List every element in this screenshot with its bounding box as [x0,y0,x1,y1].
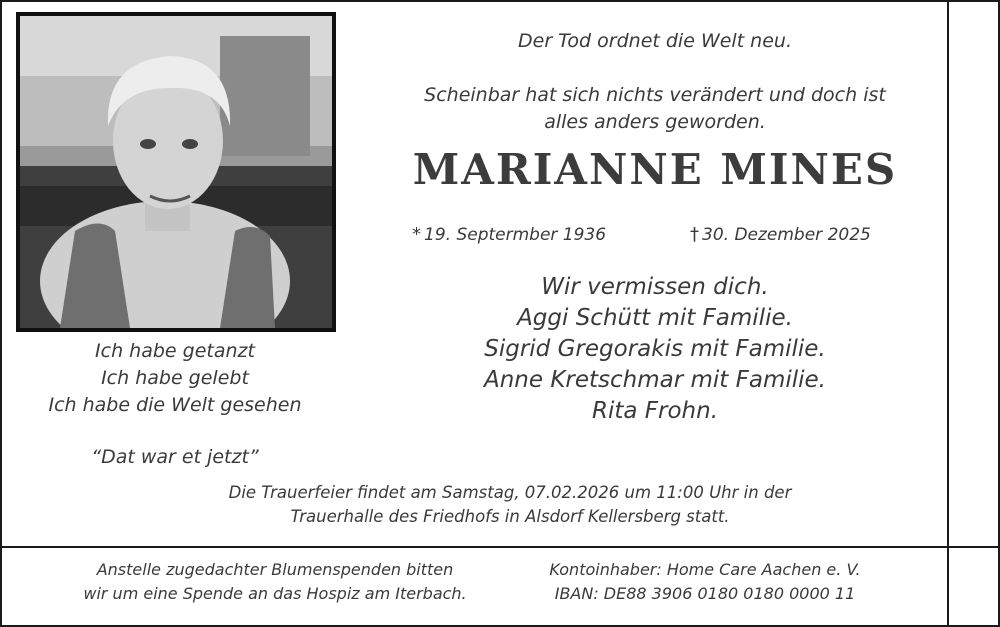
mourner-line: Aggi Schütt mit Familie. [517,305,793,331]
service-line-2: Trauerhalle des Friedhofs in Alsdorf Kellersberg statt. [290,507,730,526]
mourner-line: Anne Kretschmar mit Familie. [483,367,826,393]
iban: IBAN: DE88 3906 0180 0180 0000 11 [554,584,856,603]
death-date-text: 30. Dezember 2025 [702,225,871,245]
portrait-photo [16,12,336,332]
service-info [170,481,850,529]
poem-line: Ich habe gelebt [101,367,249,389]
birth-date-text: 19. Septermber 1936 [424,225,607,245]
donation-line-2: wir um eine Spende an das Hospiz am Iterbach. [83,584,467,603]
poem [30,338,320,419]
poem-line: Ich habe getanzt [95,340,255,362]
service-line-1: Die Trauerfeier findet am Samstag, 07.02.2026 um 11:00 Uhr in der [228,483,792,502]
portrait-image [20,16,332,328]
mourner-line: Wir vermissen dich. [541,274,769,300]
opening-quote-line-1: Der Tod ordnet die Welt neu. [518,30,792,52]
opening-quote-line-2: Scheinbar hat sich nichts verändert und doch ist [424,84,886,106]
mourner-line: Rita Frohn. [591,398,719,424]
donation-line-1: Anstelle zugedachter Blumenspenden bitten [96,560,454,579]
bank-details [500,558,910,606]
birth-star-icon: * [412,224,421,245]
footer-divider [0,546,1000,548]
opening-quote [370,28,940,136]
motto: “Dat war et jetzt” [91,446,259,468]
mourner-line: Sigrid Gregorakis mit Familie. [484,336,826,362]
poem-line: Ich habe die Welt gesehen [48,394,302,416]
birth-date [412,224,606,245]
mourners-list [420,272,890,427]
account-holder: Kontoinhaber: Home Care Aachen e. V. [549,560,861,579]
donation-request [40,558,510,606]
death-date [690,224,871,245]
opening-quote-line-3: alles anders geworden. [544,111,766,133]
death-cross-icon: † [690,224,699,245]
deceased-name: MARIANNE MINES [412,145,898,194]
right-divider [947,0,949,627]
